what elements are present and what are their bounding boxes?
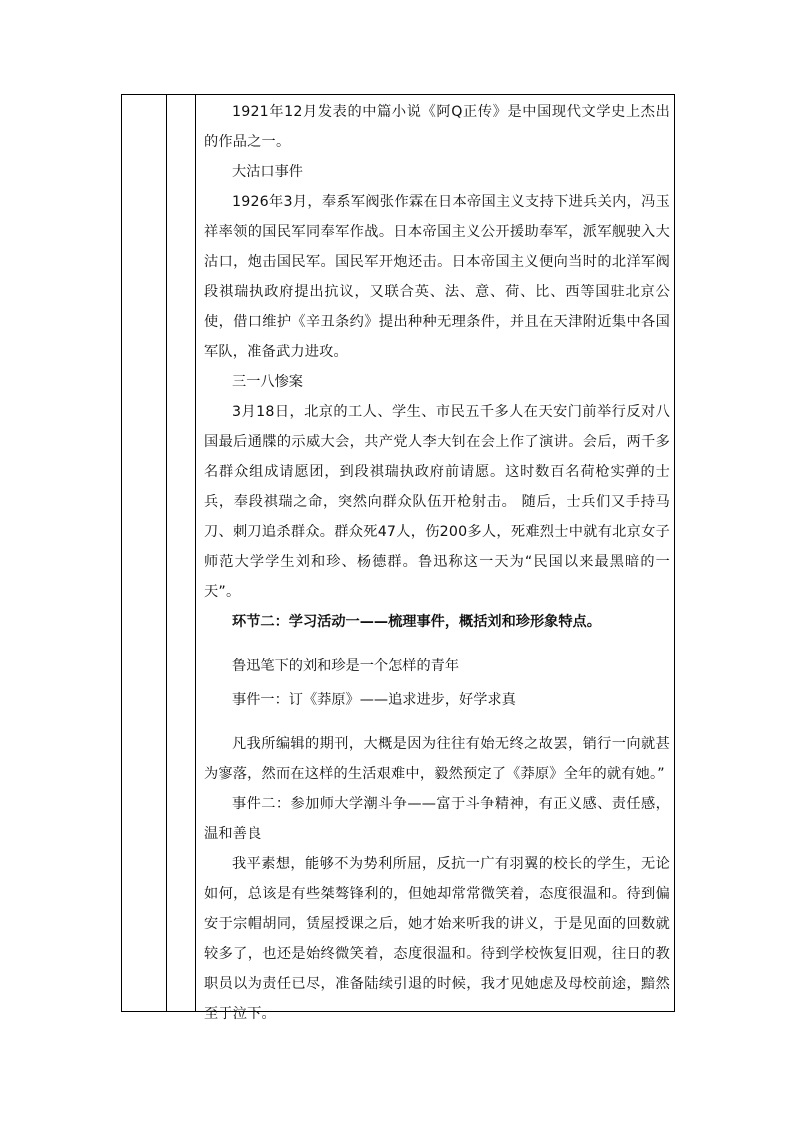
paragraph-march-18: 3月18日，北京的工人、学生、市民五千多人在天安门前举行反对八国最后通牒的示威大会，共产党人李大钊在会上作了演讲。会后，两千多名群众组成请愿团，到段祺瑞执政府前请愿。这时数百名荷枪实弹的士兵，奉段祺瑞之命，突然向群众队伍开枪射击。 随后，士兵们又手持马刀、刺刀追杀群众。群众死47人，伤200多人，死难烈士中就有北京女子师范大学学生刘和珍、杨德群。鲁迅称这一天为“民国以来最黑暗的一天”。 (204, 404, 670, 600)
column-divider-1 (166, 95, 167, 1011)
heading-section-two: 环节二：学习活动一——梳理事件，概括刘和珍形象特点。 (232, 614, 601, 630)
paragraph-mangyuan-quote: 凡我所编辑的期刊，大概是因为往往有始无终之故罢，销行一向就甚为寥落，然而在这样的生活艰难中，毅然预定了《莽原》全年的就有她。” (204, 736, 670, 782)
heading-dagukou-incident: 大沽口事件 (232, 164, 303, 180)
heading-liu-hezhen-question: 鲁迅笔下的刘和珍是一个怎样的青年 (232, 658, 460, 674)
paragraph-student-movement-quote: 我平素想，能够不为势利所屈，反抗一广有羽翼的校长的学生，无论如何，总该是有些桀骜锋利的，但她却常常微笑着，态度很温和。待到偏安于宗帽胡同，赁屋授课之后，她才始来听我的讲义，于是见面的回数就较多了，也还是始终微笑着，态度很温和。待到学校恢复旧观，往日的教职员以为责任已尽，准备陆续引退的时候，我才见她虑及母校前途，黯然至于泣下。 (204, 856, 670, 1022)
lesson-table (121, 94, 675, 1022)
column-divider-2 (195, 95, 196, 1011)
paragraph-dagukou: 1926年3月，奉系军阀张作霖在日本帝国主义支持下进兵关内，冯玉祥率领的国民军同奉军作战。日本帝国主义公开援助奉军，派军舰驶入大沽口，炮击国民军。国民军开炮还击。日本帝国主义便向当时的北洋军阀段祺瑞执政府提出抗议，又联合英、法、意、荷、比、西等国驻北京公使，借口维护《辛丑条约》提出种种无理条件，并且在天津附近集中各国军队，准备武力进攻。 (204, 194, 670, 360)
event-two-label: 事件二：参加师大学潮斗争——富于斗争精神，有正义感、责任感，温和善良 (204, 796, 670, 842)
paragraph-ah-q: 1921年12月发表的中篇小说《阿Q正传》是中国现代文学史上杰出的作品之一。 (204, 104, 670, 150)
event-one-label: 事件一：订《莽原》——追求进步，好学求真 (232, 692, 516, 708)
heading-march-18-massacre: 三一八惨案 (232, 374, 303, 390)
content-cell (204, 97, 670, 1029)
